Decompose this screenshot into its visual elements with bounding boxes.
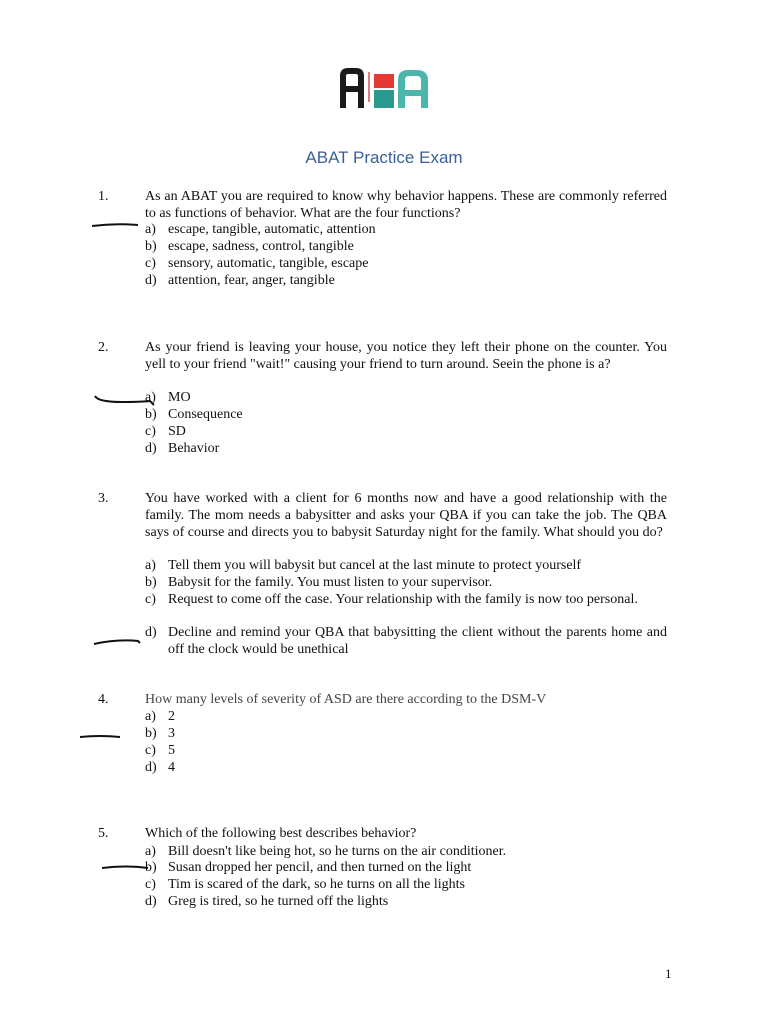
option-letter: c) (145, 592, 156, 607)
document-title: ABAT Practice Exam (305, 148, 463, 167)
page-number: 1 (665, 966, 672, 981)
option-letter: b) (145, 239, 157, 254)
option-letter: a) (145, 709, 156, 724)
answer-mark (92, 636, 142, 648)
option-letter: a) (145, 222, 156, 237)
option-text: MO (168, 390, 191, 405)
question-stem: As an ABAT you are required to know why behavior happens. These are commonly referred to as functions of behavior. What are the four functions? (145, 189, 667, 221)
option-text: Greg is tired, so he turned off the lights (168, 894, 389, 909)
option-letter: a) (145, 558, 156, 573)
option-text: escape, tangible, automatic, attention (168, 222, 376, 237)
option-text: Behavior (168, 441, 220, 456)
question-number: 2. (98, 340, 109, 355)
option-letter: d) (145, 625, 157, 640)
option-letter: c) (145, 424, 156, 439)
option-letter: b) (145, 860, 157, 875)
answer-mark (100, 860, 152, 874)
option-letter: d) (145, 273, 157, 288)
option-text: 3 (168, 726, 175, 741)
option-text: attention, fear, anger, tangible (168, 273, 335, 288)
option-text: Request to come off the case. Your relationship with the family is now too personal. (168, 592, 638, 607)
question-number: 1. (98, 189, 109, 204)
option-letter: b) (145, 407, 157, 422)
option-text: escape, sadness, control, tangible (168, 239, 354, 254)
option-letter: b) (145, 726, 157, 741)
answer-mark (92, 392, 158, 408)
question-stem: As your friend is leaving your house, you notice they left their phone on the counter. You yell to your friend "wait!" causing your friend to turn around. Seein the phone is a? (145, 340, 667, 372)
question-number: 5. (98, 826, 109, 841)
option-text: Susan dropped her pencil, and then turned on the light (168, 860, 472, 875)
option-text: Babysit for the family. You must listen to your supervisor. (168, 575, 493, 590)
option-text: Consequence (168, 407, 243, 422)
option-letter: d) (145, 760, 157, 775)
answer-mark (90, 220, 140, 230)
question-stem: You have worked with a client for 6 months now and have a good relationship with the family. The mom needs a babysitter and asks your QBA if you can take the job. The QBA says of course and directs you to babysit Saturday night for the family. What should you do? (145, 491, 667, 540)
option-text: 4 (168, 760, 175, 775)
option-letter: c) (145, 256, 156, 271)
aba-logo (336, 62, 432, 110)
option-letter: c) (145, 743, 156, 758)
option-text: sensory, automatic, tangible, escape (168, 256, 369, 271)
question-number: 4. (98, 692, 109, 707)
option-letter: d) (145, 894, 157, 909)
question-stem: How many levels of severity of ASD are there according to the DSM-V (145, 692, 547, 707)
option-text: SD (168, 424, 186, 439)
option-letter: b) (145, 575, 157, 590)
option-letter: d) (145, 441, 157, 456)
option-text: Tell them you will babysit but cancel at the last minute to protect yourself (168, 558, 582, 573)
option-letter: c) (145, 877, 156, 892)
option-letter: a) (145, 390, 156, 405)
option-letter: a) (145, 844, 156, 859)
question-number: 3. (98, 491, 109, 506)
question-stem: Which of the following best describes behavior? (145, 826, 417, 841)
option-text: Tim is scared of the dark, so he turns on all the lights (168, 877, 465, 892)
option-text: Decline and remind your QBA that babysitting the client without the parents home and off the clock would be unethical (168, 625, 667, 657)
option-text: Bill doesn't like being hot, so he turns on the air conditioner. (168, 844, 507, 859)
option-text: 5 (168, 743, 175, 758)
option-text: 2 (168, 709, 175, 724)
answer-mark (78, 732, 124, 742)
